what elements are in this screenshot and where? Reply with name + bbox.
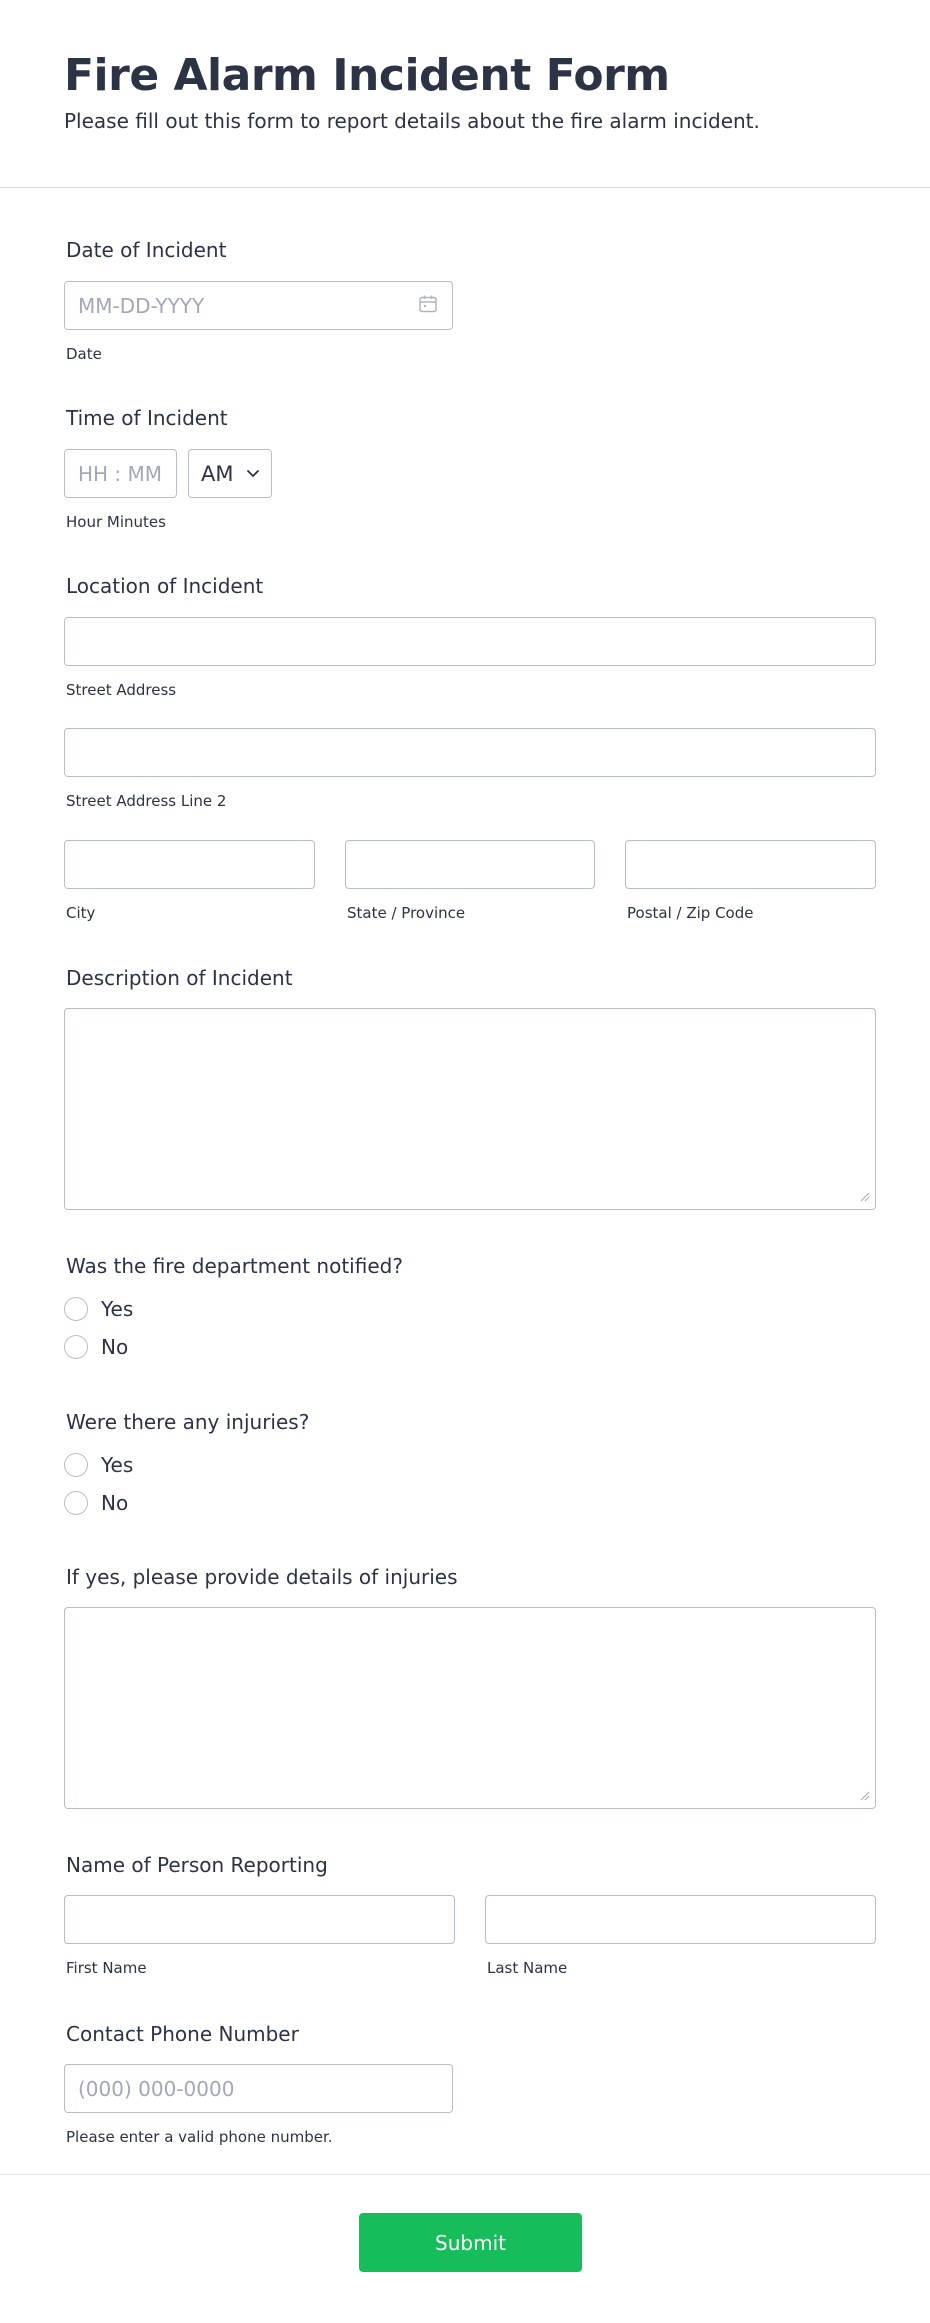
injuries-yes-label[interactable]: Yes xyxy=(101,1453,134,1477)
chevron-down-icon xyxy=(245,467,261,481)
injury-details-label: If yes, please provide details of injuries xyxy=(66,1565,458,1589)
fire-dept-yes-radio[interactable] xyxy=(64,1297,88,1321)
phone-input[interactable] xyxy=(64,2064,453,2113)
street-address-input[interactable] xyxy=(64,617,876,666)
location-label: Location of Incident xyxy=(66,574,264,598)
submit-button[interactable]: Submit xyxy=(359,2213,582,2272)
time-input[interactable] xyxy=(64,449,177,498)
state-sublabel: State / Province xyxy=(347,904,466,922)
street-address-line2-sublabel: Street Address Line 2 xyxy=(66,792,227,810)
fire-dept-no-radio[interactable] xyxy=(64,1335,88,1359)
time-sublabel: Hour Minutes xyxy=(66,513,166,531)
street-address-sublabel: Street Address xyxy=(66,681,177,699)
injury-details-textarea[interactable] xyxy=(64,1607,876,1809)
city-input[interactable] xyxy=(64,840,315,889)
injuries-yes-radio[interactable] xyxy=(64,1453,88,1477)
fire-dept-no-label[interactable]: No xyxy=(101,1335,129,1359)
street-address-line2-input[interactable] xyxy=(64,728,876,777)
injuries-no-radio[interactable] xyxy=(64,1491,88,1515)
zip-input[interactable] xyxy=(625,840,876,889)
description-textarea[interactable] xyxy=(64,1008,876,1210)
resize-grip-icon[interactable] xyxy=(860,1192,870,1202)
zip-sublabel: Postal / Zip Code xyxy=(627,904,754,922)
fire-dept-label: Was the fire department notified? xyxy=(66,1254,403,1278)
state-input[interactable] xyxy=(345,840,595,889)
phone-label: Contact Phone Number xyxy=(66,2022,299,2046)
form-title: Fire Alarm Incident Form xyxy=(64,50,670,101)
date-input[interactable] xyxy=(64,281,453,330)
resize-grip-icon[interactable] xyxy=(860,1791,870,1801)
last-name-input[interactable] xyxy=(485,1895,876,1944)
last-name-sublabel: Last Name xyxy=(487,1959,568,1977)
injuries-no-label[interactable]: No xyxy=(101,1491,129,1515)
calendar-icon[interactable] xyxy=(418,294,438,314)
first-name-input[interactable] xyxy=(64,1895,455,1944)
fire-dept-yes-label[interactable]: Yes xyxy=(101,1297,134,1321)
date-sublabel: Date xyxy=(66,345,102,363)
city-sublabel: City xyxy=(66,904,96,922)
first-name-sublabel: First Name xyxy=(66,1959,147,1977)
description-label: Description of Incident xyxy=(66,966,293,990)
reporter-label: Name of Person Reporting xyxy=(66,1853,328,1877)
injuries-label: Were there any injuries? xyxy=(66,1410,310,1434)
date-label: Date of Incident xyxy=(66,238,227,262)
ampm-select[interactable] xyxy=(188,449,272,498)
form-subtitle: Please fill out this form to report details about the fire alarm incident. xyxy=(64,109,760,133)
time-label: Time of Incident xyxy=(66,406,228,430)
phone-hint: Please enter a valid phone number. xyxy=(66,2128,333,2146)
ampm-value: AM xyxy=(201,462,234,486)
footer-divider xyxy=(0,2174,930,2175)
form-header xyxy=(0,0,930,188)
